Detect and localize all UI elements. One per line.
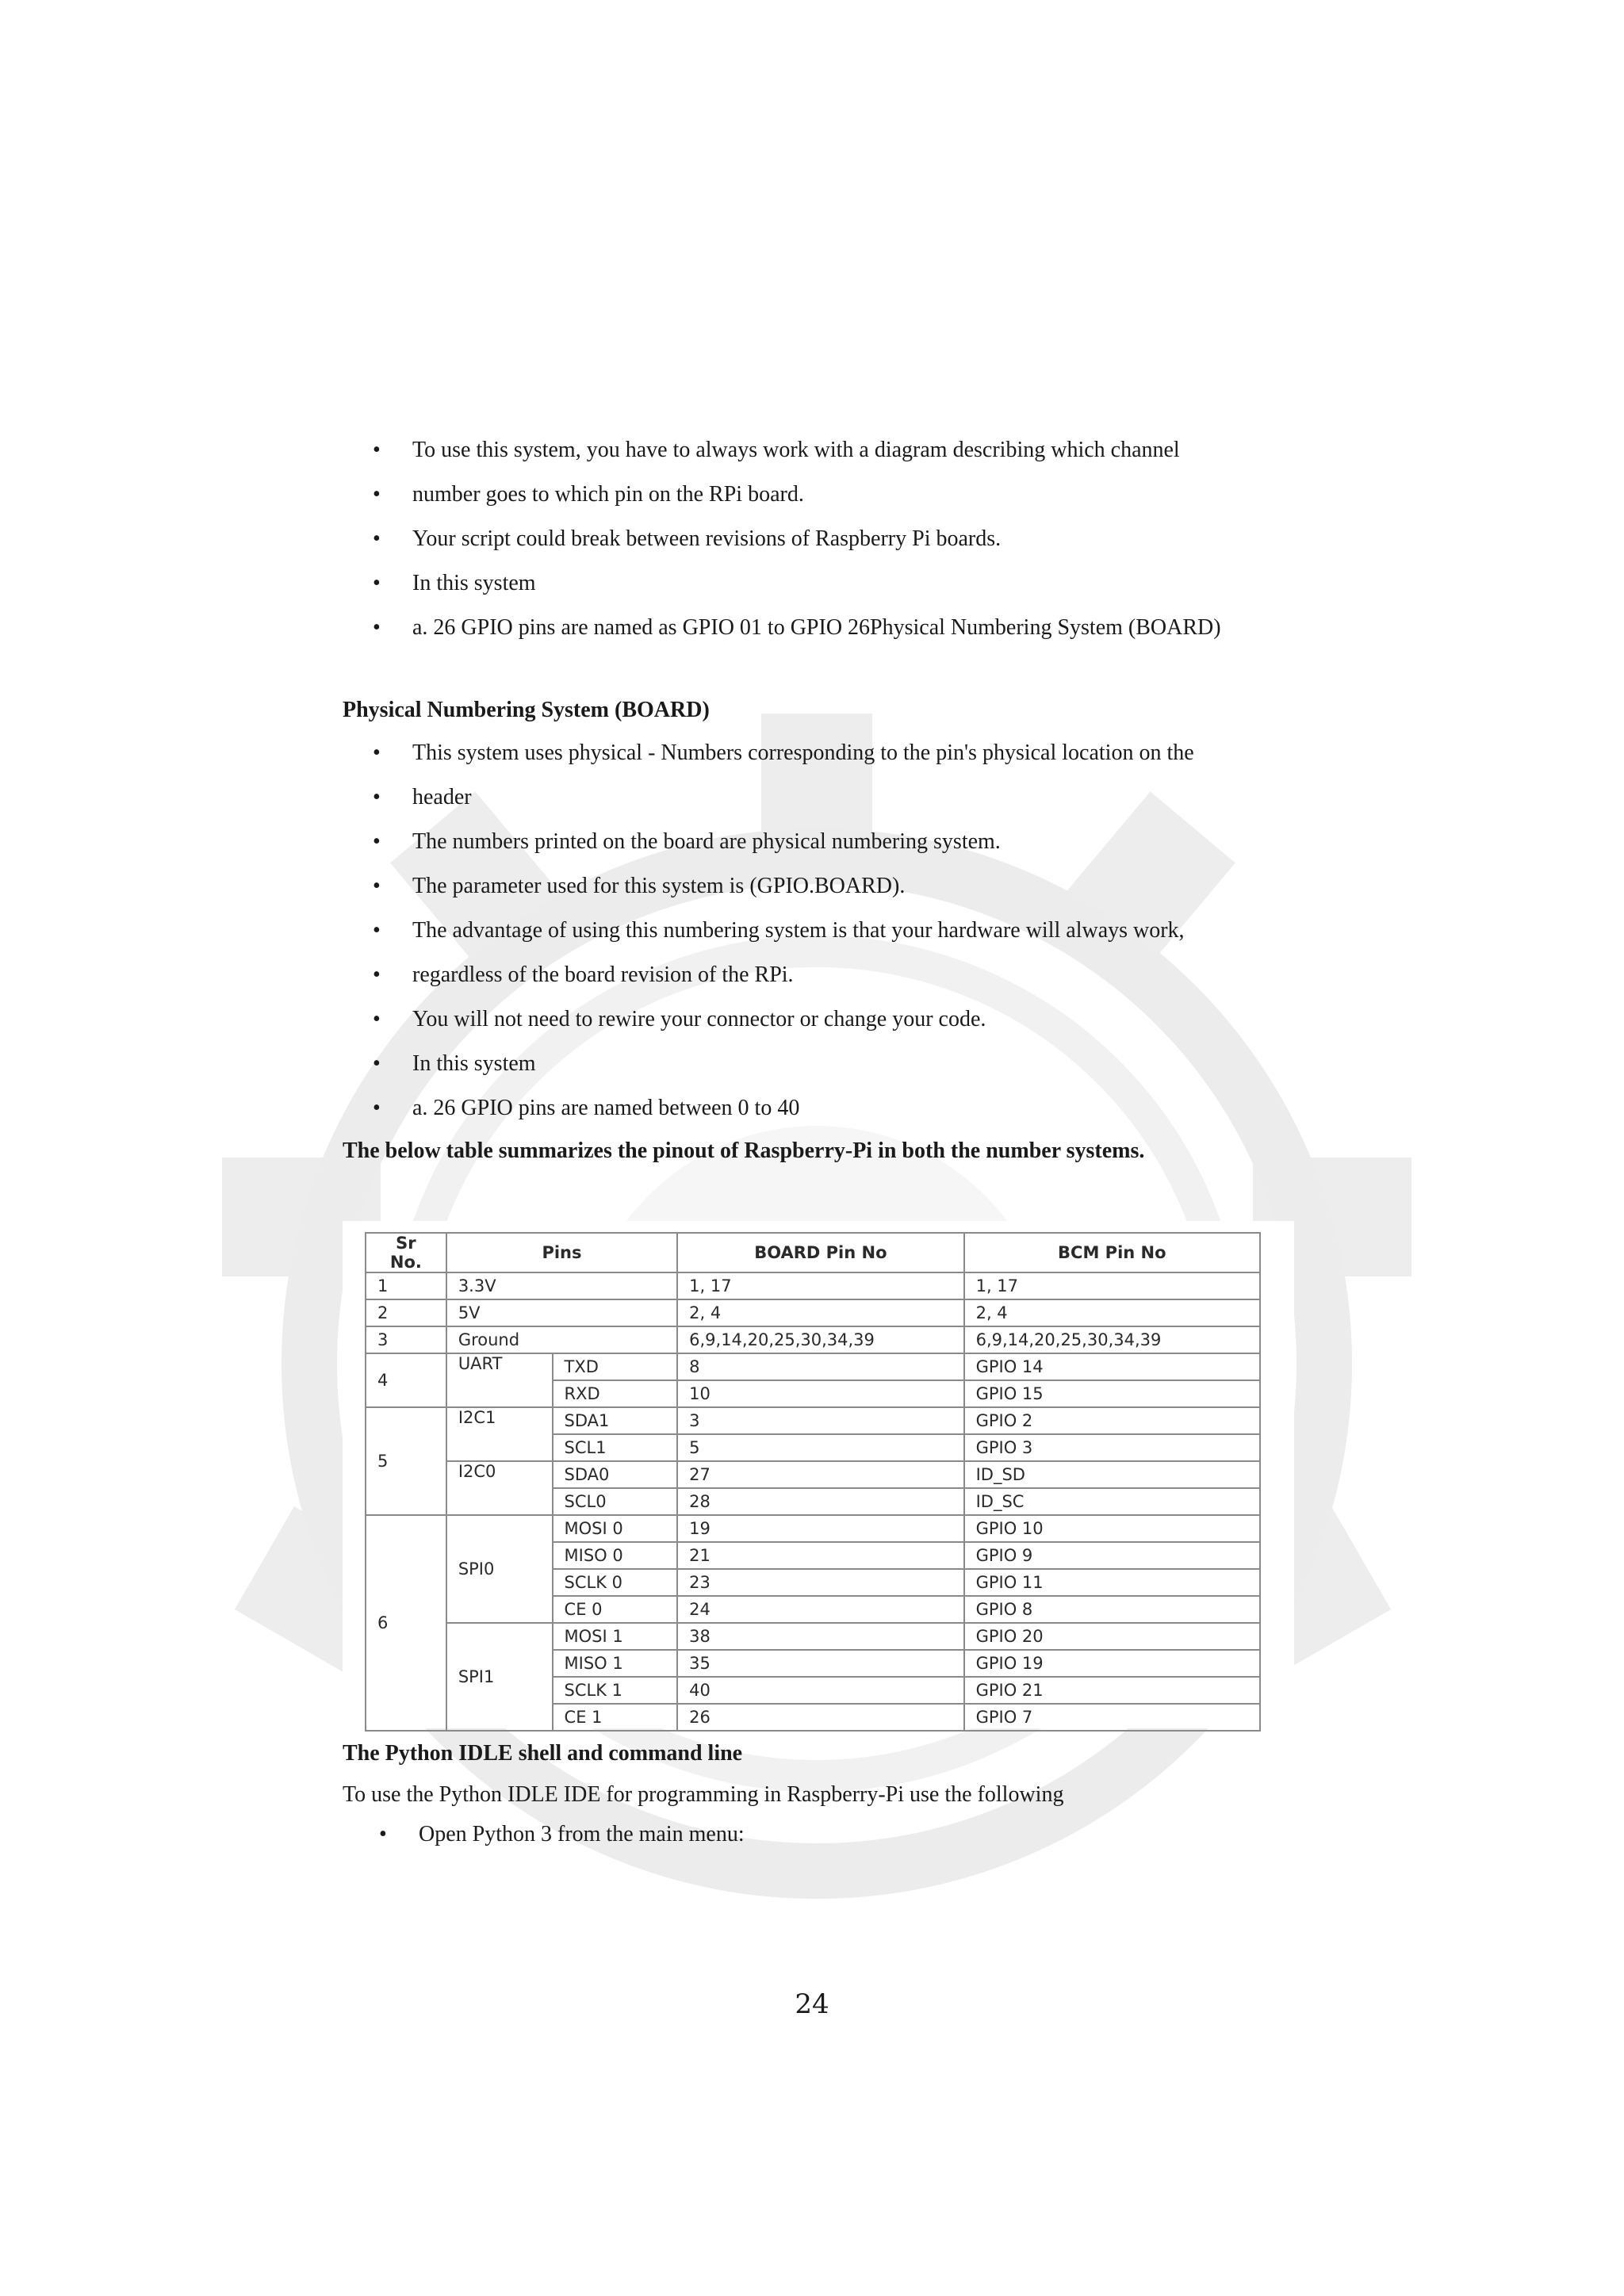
cell: GPIO 7 [964,1704,1260,1731]
cell: 35 [677,1650,963,1677]
cell: MOSI 0 [553,1515,678,1542]
cell: MISO 1 [553,1650,678,1677]
cell: GPIO 19 [964,1650,1260,1677]
cell: 24 [677,1596,963,1623]
python-idle-intro: To use the Python IDLE IDE for programming in Raspberry-Pi use the following [343,1782,1064,1807]
list-item: • header [373,775,1194,820]
cell: GPIO 15 [964,1380,1260,1407]
cell: 5V [446,1299,677,1326]
cell: 3.3V [446,1272,677,1299]
list-item: • This system uses physical - Numbers corresponding to the pin's physical location on the [373,731,1194,775]
cell: 5 [677,1434,963,1461]
table-summary-heading: The below table summarizes the pinout of Raspberry-Pi in both the number systems. [343,1138,1145,1163]
cell: SCLK 1 [553,1677,678,1704]
page-number: 24 [795,1988,829,2020]
cell: 3 [366,1326,446,1353]
cell: 1, 17 [964,1272,1260,1299]
board-bullet-list [373,731,1194,1131]
cell: 4 [366,1353,446,1407]
cell: RXD [553,1380,678,1407]
cell: 1 [366,1272,446,1299]
cell: GPIO 3 [964,1434,1260,1461]
cell: SCLK 0 [553,1569,678,1596]
table-row [366,1272,1260,1299]
cell: UART [446,1353,553,1407]
list-item: • Open Python 3 from the main menu: [379,1812,745,1857]
cell: ID_SD [964,1461,1260,1488]
cell: GPIO 14 [964,1353,1260,1380]
list-item: • The advantage of using this numbering system is that your hardware will always work, [373,909,1194,953]
list-item: • In this system [373,1042,1194,1086]
list-item: • You will not need to rewire your connector or change your code. [373,997,1194,1042]
table-row [366,1326,1260,1353]
header-bcm-pin: BCM Pin No [964,1233,1260,1272]
cell: 21 [677,1542,963,1569]
cell: 28 [677,1488,963,1515]
cell: GPIO 21 [964,1677,1260,1704]
table-row [366,1515,1260,1542]
pinout-table-image [343,1221,1294,1728]
cell: CE 0 [553,1596,678,1623]
cell: 5 [366,1407,446,1515]
cell: 23 [677,1569,963,1596]
list-item: • The numbers printed on the board are physical numbering system. [373,820,1194,864]
table-row [366,1461,1260,1488]
cell: SDA1 [553,1407,678,1434]
cell: 40 [677,1677,963,1704]
cell: GPIO 9 [964,1542,1260,1569]
list-item: • number goes to which pin on the RPi board. [373,473,1221,517]
cell: 38 [677,1623,963,1650]
cell: SPI1 [446,1623,553,1731]
cell: MOSI 1 [553,1623,678,1650]
cell: SCL0 [553,1488,678,1515]
cell: Ground [446,1326,677,1353]
gpio-bcm-bullet-list [373,428,1221,650]
cell: GPIO 11 [964,1569,1260,1596]
cell: 10 [677,1380,963,1407]
section-heading-board: Physical Numbering System (BOARD) [343,698,710,722]
header-board-pin: BOARD Pin No [677,1233,963,1272]
cell: 8 [677,1353,963,1380]
cell: 2, 4 [677,1299,963,1326]
python-idle-bullet-list [379,1812,745,1857]
list-item: • Your script could break between revisions of Raspberry Pi boards. [373,517,1221,561]
table-row [366,1299,1260,1326]
cell: SDA0 [553,1461,678,1488]
header-pins: Pins [446,1233,677,1272]
pinout-table [365,1232,1261,1732]
list-item: • regardless of the board revision of the RPi. [373,953,1194,997]
cell: 2 [366,1299,446,1326]
cell: CE 1 [553,1704,678,1731]
cell: SPI0 [446,1515,553,1623]
cell: 1, 17 [677,1272,963,1299]
cell: MISO 0 [553,1542,678,1569]
cell: 6,9,14,20,25,30,34,39 [677,1326,963,1353]
table-row [366,1407,1260,1434]
list-item: • In this system [373,561,1221,606]
cell: GPIO 8 [964,1596,1260,1623]
table-row [366,1623,1260,1650]
cell: 2, 4 [964,1299,1260,1326]
cell: GPIO 10 [964,1515,1260,1542]
cell: I2C0 [446,1461,553,1515]
list-item: • The parameter used for this system is (GPIO.BOARD). [373,864,1194,909]
table-header-row [366,1233,1260,1272]
list-item: • To use this system, you have to always work with a diagram describing which channel [373,428,1221,473]
header-sr-no: Sr No. [366,1233,446,1272]
cell: GPIO 20 [964,1623,1260,1650]
section-heading-python-idle: The Python IDLE shell and command line [343,1741,743,1766]
list-item: • a. 26 GPIO pins are named between 0 to 40 [373,1086,1194,1131]
cell: 6,9,14,20,25,30,34,39 [964,1326,1260,1353]
cell: ID_SC [964,1488,1260,1515]
cell: 3 [677,1407,963,1434]
cell: TXD [553,1353,678,1380]
cell: 27 [677,1461,963,1488]
cell: 6 [366,1515,446,1731]
list-item: • a. 26 GPIO pins are named as GPIO 01 to GPIO 26Physical Numbering System (BOARD) [373,606,1221,650]
cell: GPIO 2 [964,1407,1260,1434]
cell: 19 [677,1515,963,1542]
cell: I2C1 [446,1407,553,1461]
table-row [366,1353,1260,1380]
cell: SCL1 [553,1434,678,1461]
cell: 26 [677,1704,963,1731]
